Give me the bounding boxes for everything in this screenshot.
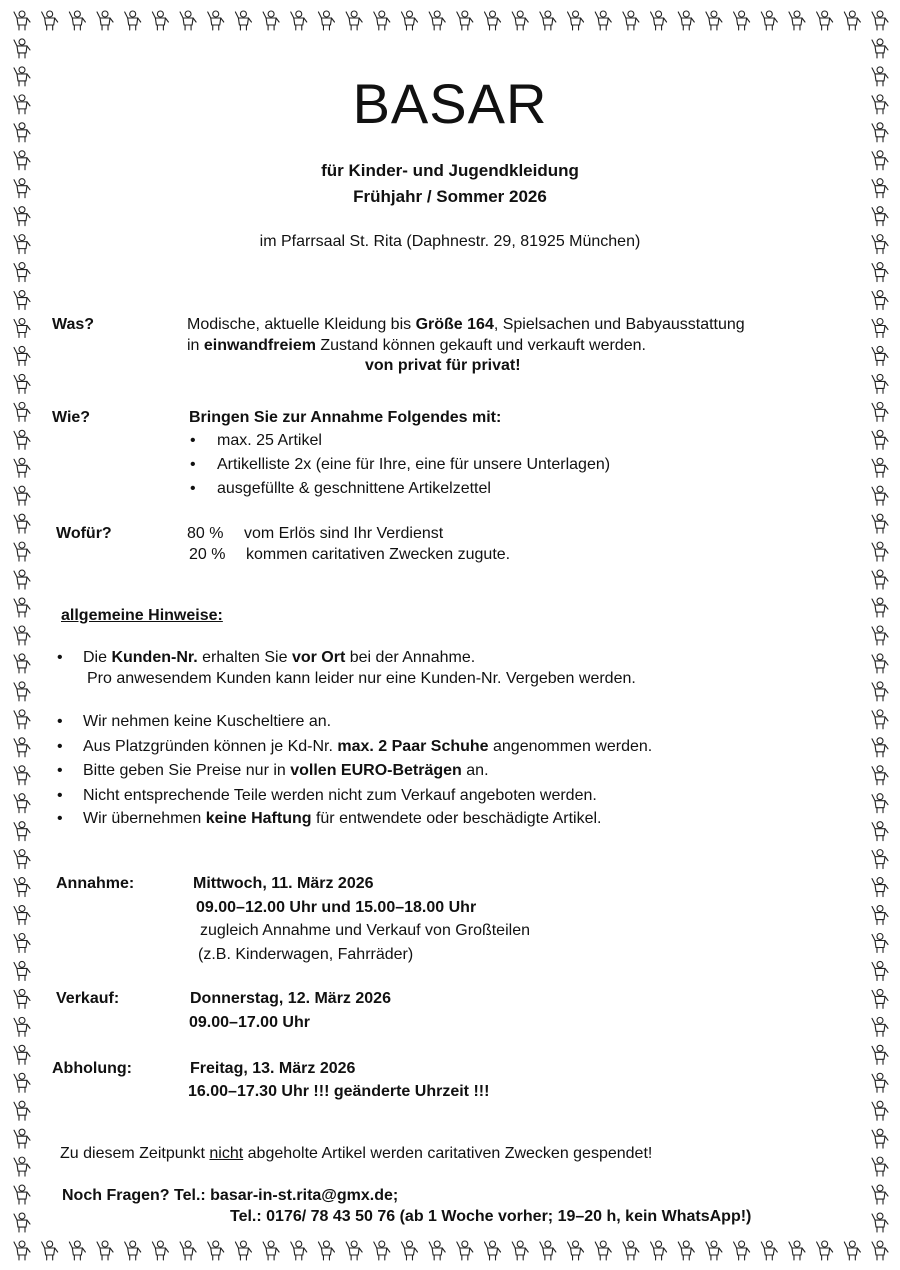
- bullet-icon: •: [190, 432, 196, 449]
- child-figure-icon: [872, 374, 888, 393]
- child-figure-icon: [761, 1241, 777, 1260]
- wie-item: ausgefüllte & geschnittene Artikelzettel: [217, 480, 491, 497]
- child-figure-icon: [595, 1241, 611, 1260]
- child-figure-icon: [734, 1241, 750, 1260]
- child-figure-icon: [69, 1241, 85, 1260]
- child-figure-icon: [872, 39, 888, 58]
- child-figure-icon: [14, 374, 30, 393]
- hinweis-3: Aus Platzgründen können je Kd-Nr. max. 2 Paar Schuhe angenommen werden.: [83, 738, 653, 755]
- child-figure-icon: [14, 598, 30, 617]
- child-figure-icon: [14, 542, 30, 561]
- child-figure-icon: [568, 1241, 584, 1260]
- child-figure-icon: [14, 291, 30, 310]
- child-figure-icon: [152, 11, 168, 30]
- child-figure-icon: [14, 682, 30, 701]
- wofuer-percent-2: 20 %: [189, 546, 226, 563]
- bullet-icon: •: [57, 713, 63, 730]
- child-figure-icon: [872, 766, 888, 785]
- wie-label: Wie?: [52, 409, 91, 426]
- hinweis-1-line-2: Pro anwesendem Kunden kann leider nur eine Kunden-Nr. Vergeben werden.: [87, 670, 636, 687]
- child-figure-icon: [14, 319, 30, 338]
- child-figure-icon: [595, 11, 611, 30]
- child-figure-icon: [761, 11, 777, 30]
- child-figure-icon: [14, 738, 30, 757]
- wofuer-text-2: kommen caritativen Zwecken zugute.: [246, 546, 511, 563]
- child-figure-icon: [872, 738, 888, 757]
- bullet-icon: •: [57, 810, 63, 827]
- child-figure-icon: [14, 1185, 30, 1204]
- child-figure-icon: [651, 1241, 667, 1260]
- child-figure-icon: [872, 207, 888, 226]
- footer-notice: Zu diesem Zeitpunkt nicht abgeholte Artikel werden caritativen Zwecken gespendet!: [60, 1145, 653, 1162]
- child-figure-icon: [789, 1241, 805, 1260]
- was-line-2: in einwandfreiem Zustand können gekauft und verkauft werden.: [187, 337, 646, 354]
- hinweis-5: Nicht entsprechende Teile werden nicht zum Verkauf angeboten werden.: [83, 787, 597, 804]
- child-figure-icon: [235, 11, 251, 30]
- child-figure-icon: [14, 1101, 30, 1120]
- child-figure-icon: [817, 1241, 833, 1260]
- child-figure-icon: [872, 822, 888, 841]
- hinweis-2: Wir nehmen keine Kuscheltiere an.: [83, 713, 332, 730]
- child-figure-icon: [180, 11, 196, 30]
- child-figure-icon: [429, 11, 445, 30]
- subtitle-line-2: Frühjahr / Sommer 2026: [353, 187, 547, 206]
- child-figure-icon: [872, 1157, 888, 1176]
- child-figure-icon: [97, 1241, 113, 1260]
- child-figure-icon: [872, 654, 888, 673]
- child-figure-icon: [540, 1241, 556, 1260]
- annahme-time: 09.00–12.00 Uhr und 15.00–18.00 Uhr: [196, 899, 477, 916]
- child-figure-icon: [872, 263, 888, 282]
- child-figure-icon: [14, 766, 30, 785]
- child-figure-icon: [14, 430, 30, 449]
- child-figure-icon: [872, 346, 888, 365]
- hinweis-1: Die Kunden-Nr. erhalten Sie vor Ort bei der Annahme.: [83, 649, 476, 666]
- bullet-icon: •: [57, 787, 63, 804]
- child-figure-icon: [678, 11, 694, 30]
- bullet-icon: •: [190, 480, 196, 497]
- child-figure-icon: [14, 850, 30, 869]
- child-figure-icon: [872, 402, 888, 421]
- child-figure-icon: [872, 1045, 888, 1064]
- child-figure-icon: [374, 11, 390, 30]
- child-figure-icon: [872, 1073, 888, 1092]
- child-figure-icon: [208, 1241, 224, 1260]
- annahme-note-2: (z.B. Kinderwagen, Fahrräder): [198, 946, 414, 963]
- child-figure-icon: [678, 1241, 694, 1260]
- child-figure-icon: [14, 39, 30, 58]
- annahme-label: Annahme:: [56, 875, 135, 892]
- subtitle-line-1: für Kinder- und Jugendkleidung: [321, 161, 579, 180]
- child-figure-icon: [14, 1213, 30, 1232]
- child-figure-icon: [291, 1241, 307, 1260]
- child-figure-icon: [14, 989, 30, 1008]
- child-figure-icon: [706, 11, 722, 30]
- child-figure-icon: [263, 11, 279, 30]
- child-figure-icon: [14, 710, 30, 729]
- was-line-1: Modische, aktuelle Kleidung bis Größe 164, Spielsachen und Babyausstattung: [187, 316, 745, 333]
- child-figure-icon: [844, 1241, 860, 1260]
- child-figure-icon: [872, 934, 888, 953]
- contact-line-1: Noch Fragen? Tel.: basar-in-st.rita@gmx.de;: [62, 1187, 399, 1204]
- abholung-time: 16.00–17.30 Uhr !!! geänderte Uhrzeit !!!: [188, 1083, 490, 1100]
- was-label: Was?: [52, 316, 95, 333]
- child-figure-icon: [69, 11, 85, 30]
- child-figure-icon: [291, 11, 307, 30]
- child-figure-icon: [512, 1241, 528, 1260]
- wie-item: max. 25 Artikel: [217, 432, 322, 449]
- abholung-label: Abholung:: [52, 1060, 132, 1077]
- child-figure-icon: [872, 598, 888, 617]
- bullet-icon: •: [57, 762, 63, 779]
- child-figure-icon: [235, 1241, 251, 1260]
- child-figure-icon: [14, 346, 30, 365]
- child-figure-icon: [872, 1185, 888, 1204]
- child-figure-icon: [14, 570, 30, 589]
- verkauf-date: Donnerstag, 12. März 2026: [190, 990, 391, 1007]
- hinweis-6: Wir übernehmen keine Haftung für entwendete oder beschädigte Artikel.: [83, 810, 602, 827]
- wie-heading: Bringen Sie zur Annahme Folgendes mit:: [189, 409, 502, 426]
- bullet-icon: •: [57, 649, 63, 666]
- child-figure-icon: [872, 542, 888, 561]
- child-figure-icon: [14, 654, 30, 673]
- child-figure-icon: [457, 1241, 473, 1260]
- bullet-icon: •: [57, 738, 63, 755]
- child-figure-icon: [872, 319, 888, 338]
- child-figure-icon: [14, 514, 30, 533]
- child-figure-icon: [872, 682, 888, 701]
- child-figure-icon: [125, 11, 141, 30]
- child-figure-icon: [374, 1241, 390, 1260]
- child-figure-icon: [97, 11, 113, 30]
- page-title: BASAR: [352, 72, 548, 135]
- child-figure-icon: [540, 11, 556, 30]
- child-figure-icon: [623, 11, 639, 30]
- hinweis-4: Bitte geben Sie Preise nur in vollen EURO-Beträgen an.: [83, 762, 489, 779]
- abholung-date: Freitag, 13. März 2026: [190, 1060, 356, 1077]
- child-figure-icon: [152, 1241, 168, 1260]
- child-figure-icon: [14, 1129, 30, 1148]
- child-figure-icon: [14, 402, 30, 421]
- child-figure-icon: [817, 11, 833, 30]
- child-figure-icon: [42, 11, 58, 30]
- child-figure-icon: [706, 1241, 722, 1260]
- child-figure-icon: [512, 11, 528, 30]
- child-figure-icon: [125, 1241, 141, 1260]
- child-figure-icon: [872, 626, 888, 645]
- child-figure-icon: [844, 11, 860, 30]
- child-figure-icon: [872, 1101, 888, 1120]
- child-figure-icon: [485, 1241, 501, 1260]
- child-figure-icon: [789, 11, 805, 30]
- child-figure-icon: [14, 794, 30, 813]
- child-figure-icon: [872, 878, 888, 897]
- wofuer-label: Wofür?: [56, 525, 112, 542]
- child-figure-icon: [14, 207, 30, 226]
- child-figure-icon: [485, 11, 501, 30]
- child-figure-icon: [346, 1241, 362, 1260]
- child-figure-icon: [346, 11, 362, 30]
- annahme-note-1: zugleich Annahme und Verkauf von Großteilen: [200, 922, 530, 939]
- child-figure-icon: [872, 794, 888, 813]
- child-figure-icon: [42, 1241, 58, 1260]
- child-figure-icon: [872, 961, 888, 980]
- child-figure-icon: [872, 570, 888, 589]
- bullet-icon: •: [190, 456, 196, 473]
- child-figure-icon: [623, 1241, 639, 1260]
- wie-item: Artikelliste 2x (eine für Ihre, eine für unsere Unterlagen): [217, 456, 611, 473]
- child-figure-icon: [14, 1017, 30, 1036]
- child-figure-icon: [14, 458, 30, 477]
- child-figure-icon: [734, 11, 750, 30]
- child-figure-icon: [872, 430, 888, 449]
- child-figure-icon: [872, 1017, 888, 1036]
- child-figure-icon: [14, 878, 30, 897]
- child-figure-icon: [14, 822, 30, 841]
- child-figure-icon: [14, 961, 30, 980]
- child-figure-icon: [14, 934, 30, 953]
- child-figure-icon: [318, 1241, 334, 1260]
- verkauf-time: 09.00–17.00 Uhr: [189, 1014, 310, 1031]
- child-figure-icon: [208, 11, 224, 30]
- wofuer-text-1: vom Erlös sind Ihr Verdienst: [244, 525, 444, 542]
- child-figure-icon: [14, 906, 30, 925]
- child-figure-icon: [568, 11, 584, 30]
- child-figure-icon: [14, 1073, 30, 1092]
- child-figure-icon: [318, 11, 334, 30]
- child-figure-icon: [872, 850, 888, 869]
- child-figure-icon: [872, 1241, 888, 1260]
- child-figure-icon: [872, 458, 888, 477]
- child-figure-icon: [872, 486, 888, 505]
- child-figure-icon: [14, 1157, 30, 1176]
- child-figure-icon: [872, 710, 888, 729]
- child-figure-icon: [14, 1045, 30, 1064]
- verkauf-label: Verkauf:: [56, 990, 120, 1007]
- child-figure-icon: [872, 11, 888, 30]
- contact-line-2: Tel.: 0176/ 78 43 50 76 (ab 1 Woche vorher; 19–20 h, kein WhatsApp!): [230, 1208, 752, 1225]
- annahme-date: Mittwoch, 11. März 2026: [193, 875, 374, 892]
- child-figure-icon: [872, 906, 888, 925]
- hinweise-heading: allgemeine Hinweise:: [61, 607, 223, 624]
- wofuer-percent-1: 80 %: [187, 525, 224, 542]
- child-figure-icon: [872, 989, 888, 1008]
- child-figure-icon: [429, 1241, 445, 1260]
- venue: im Pfarrsaal St. Rita (Daphnestr. 29, 81925 München): [259, 233, 641, 250]
- child-figure-icon: [651, 11, 667, 30]
- child-figure-icon: [401, 1241, 417, 1260]
- child-figure-icon: [14, 486, 30, 505]
- child-figure-icon: [14, 1241, 30, 1260]
- was-line-3: von privat für privat!: [365, 357, 521, 374]
- child-figure-icon: [872, 291, 888, 310]
- child-figure-icon: [14, 263, 30, 282]
- child-figure-icon: [457, 11, 473, 30]
- child-figure-icon: [872, 514, 888, 533]
- child-figure-icon: [872, 1129, 888, 1148]
- child-figure-icon: [14, 626, 30, 645]
- child-figure-icon: [263, 1241, 279, 1260]
- child-figure-icon: [14, 11, 30, 30]
- child-figure-icon: [872, 1213, 888, 1232]
- child-figure-icon: [401, 11, 417, 30]
- child-figure-icon: [180, 1241, 196, 1260]
